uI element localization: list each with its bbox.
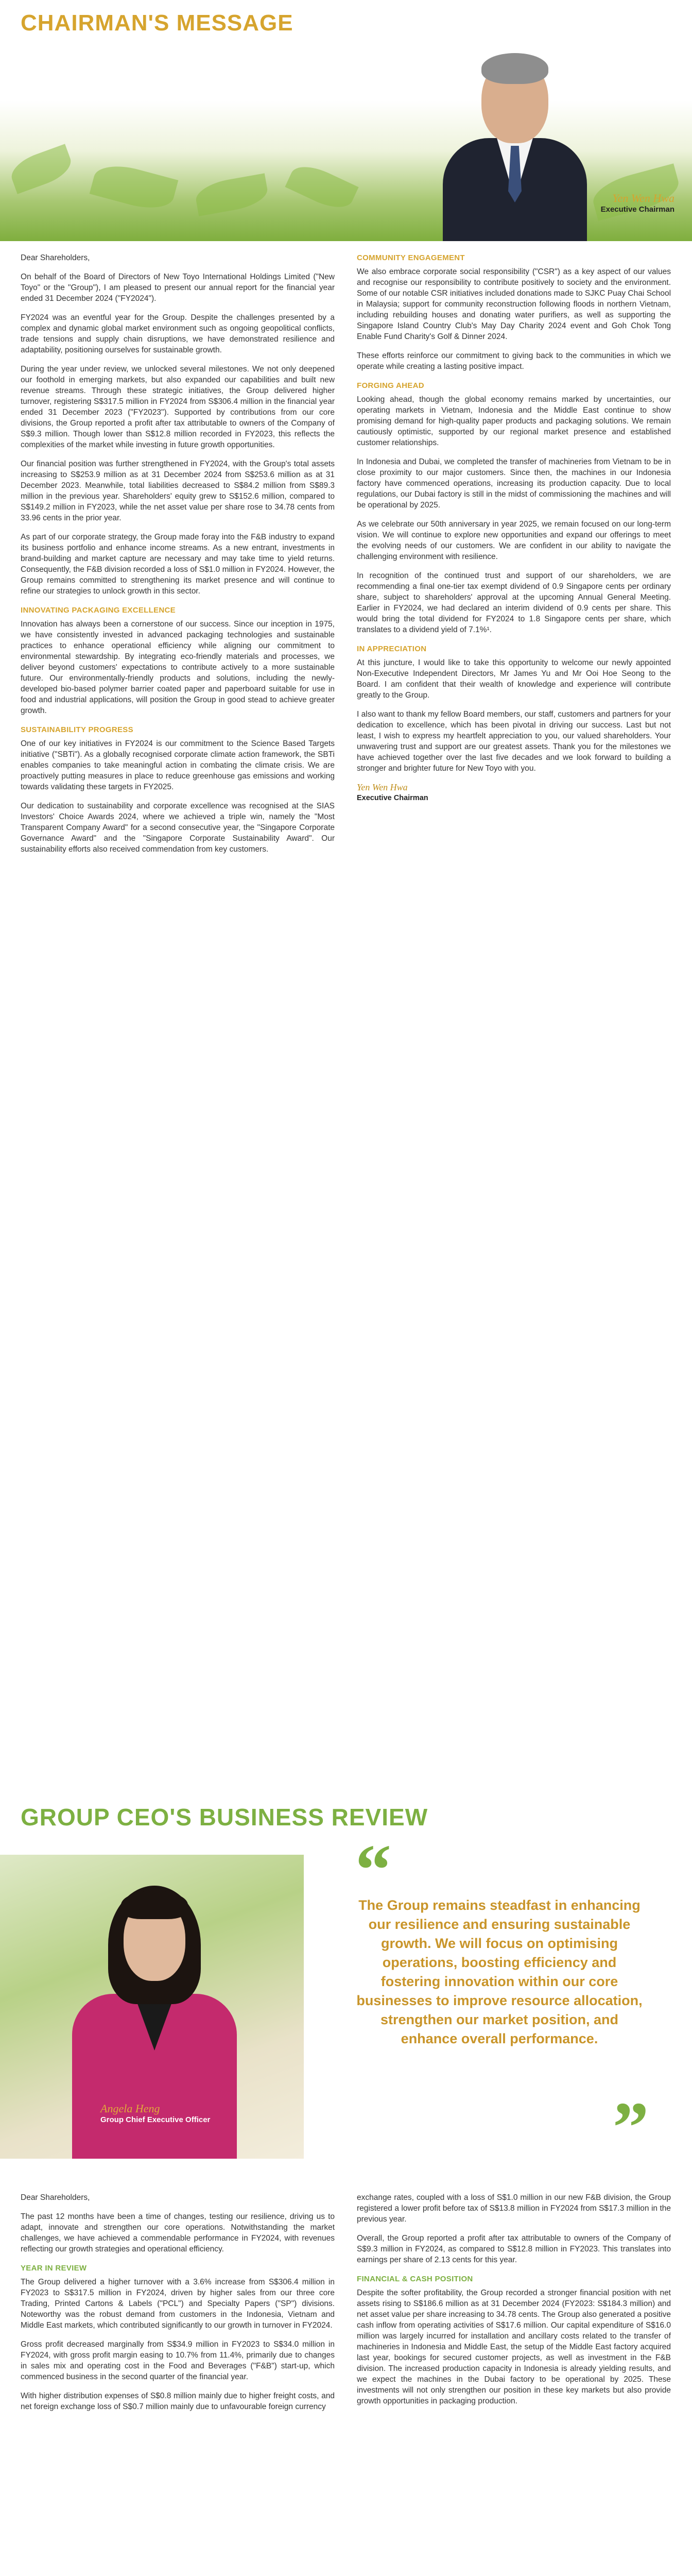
signature-role: Executive Chairman xyxy=(357,794,428,802)
paragraph: Our dedication to sustainability and corporate excellence was recognised at the SIAS Investors' Choice Awards 2024, where we achieved a triple win, namely the "Most Transparent Company Award" for a second consecutive year, the "Singapore Corporate Governance Award" and the "Singapore Corporate Sustainability Award". Our sustainability efforts also received commendation from key customers. xyxy=(21,802,335,854)
section-heading: IN APPRECIATION xyxy=(357,645,427,653)
paragraph: Our financial position was further strengthened in FY2024, with the Group's total assets increasing to S$253.9 million as at 31 December 2024 from S$253.6 million as at 31 December 2023. Meanwhile, total liabilities decreased to S$84.2 million from S$89.3 million in the previous year. Shareholders' equity grew to S$152.6 million, compared to S$149.2 million in FY2023, while the net asset value per share rose to 34.78 cents from 33.96 cents in the prior year. xyxy=(21,460,335,522)
paragraph: FY2024 was an eventful year for the Group. Despite the challenges presented by a complex and dynamic global market environment such as ongoing geopolitical conflicts, trade tensions and supply chain disruptions, we have demonstrated resilience and adaptability, positioning ourselves for sustainable growth. xyxy=(21,313,335,354)
chairman-photo-name: Yen Wen Hwa xyxy=(612,192,674,205)
paragraph: We also embrace corporate social responsibility ("CSR") as a key aspect of our values and recognise our responsibility to contribute positively to society and the environment. Some of our notable CSR initiatives included donations made to SJKC Puay Chai School in Malaysia; support for community reconstruction following floods in northern Vietnam, including rebuilding houses and donating water purifiers, as well as supporting the Singapore Island Country Club's May Day Charity 2024 event and Goh Chok Tong Enable Fund Charity's Golf & Dinner 2024. xyxy=(357,267,671,341)
paragraph: As we celebrate our 50th anniversary in year 2025, we remain focused on our long-term vision. We will continue to explore new opportunities and expand our offerings to meet the evolving needs of our customers. We are confident in our ability to navigate the challenging environment with resilience. xyxy=(357,520,671,561)
paragraph: Looking ahead, though the global economy remains marked by uncertainties, our operating markets in Vietnam, Indonesia and the Middle East continue to show promising demand for high-quality paper products and packaging solutions. We remain cautiously optimistic, supported by our regional market presence and established customer relationships. xyxy=(357,395,671,447)
section-heading: COMMUNITY ENGAGEMENT xyxy=(357,253,465,262)
paragraph: One of our key initiatives in FY2024 is our commitment to the Science Based Targets initiative ("SBTi"). As a globally recognised corporate climate action framework, the SBTi enables companies to take meaningful action in combating the climate crisis. We are proactively putting measures in place to reduce greenhouse gas emissions and working towards validating these targets in FY2025. xyxy=(21,739,335,791)
gceo-photo-role: Group Chief Executive Officer xyxy=(100,2115,211,2124)
section-heading: SUSTAINABILITY PROGRESS xyxy=(21,725,133,734)
gceo-photo-name: Angela Heng xyxy=(100,2102,160,2115)
paragraph: exchange rates, coupled with a loss of S$1.0 million in our new F&B division, the Group registered a lower profit before tax of S$13.8 million in FY2024 from S$17.3 million in the previous year. xyxy=(357,2193,671,2224)
section-heading: FORGING AHEAD xyxy=(357,381,424,390)
paragraph: Dear Shareholders, xyxy=(21,2193,90,2202)
paragraph: I also want to thank my fellow Board members, our staff, customers and partners for your dedication to excellence, which has been pivotal in driving our success. Last but not least, I wish to express my heartfelt appreciation to you, our valued shareholders. Your unwavering trust and support are our greatest assets. Thank you for the milestones we have achieved together over the last five decades and we look forward to building a stronger and brighter future for New Toyo with you. xyxy=(357,710,671,773)
paragraph: Overall, the Group reported a profit after tax attributable to owners of the Company of S$9.3 million in FY2024, as compared to S$12.8 million in FY2023. This translates into earnings per share of 2.13 cents for this year. xyxy=(357,2234,671,2264)
paragraph: Gross profit decreased marginally from S$34.9 million in FY2023 to S$34.0 million in FY2024, with gross profit margin easing to 10.7% from 11.4%, primarily due to changes in sales mix and operating cost in the Food and Beverages ("F&B") start-up, which commenced business in the second quarter of the financial year. xyxy=(21,2340,335,2381)
gceo-right-column xyxy=(357,2192,671,2415)
open-quote-icon: “ xyxy=(355,1830,391,1910)
section-heading: FINANCIAL & CASH POSITION xyxy=(357,2275,473,2283)
chairman-photo-role: Executive Chairman xyxy=(600,205,674,214)
paragraph: As part of our corporate strategy, the Group made foray into the F&B industry to expand its business portfolio and enhance income streams. As a new entrant, investments in brand-building and market capture are necessary and may take time to yield returns. Consequently, the F&B division recorded a loss of S$1.0 million in FY2024. However, the Group remains committed to strengthening its market presence and will continue to refine our strategies to unlock growth in this sector. xyxy=(21,533,335,596)
gceo-pull-quote: The Group remains steadfast in enhancing our resilience and ensuring sustainable growth. We will focus on optimising operations, boosting efficiency and fostering innovation within our core businesses to improve resource allocation, strengthen our market position, and enhance overall performance. xyxy=(356,1897,643,2046)
signature-name: Yen Wen Hwa xyxy=(357,782,408,792)
paragraph: In Indonesia and Dubai, we completed the transfer of machineries from Vietnam to be in close proximity to our major customers. Since then, the machines in our Indonesia factory have commenced operations, increasing its production capacity. Due to local regulations, our Dubai factory is still in the midst of commissioning the machines and will be operational by 2025. xyxy=(357,457,671,510)
paragraph: The Group delivered a higher turnover with a 3.6% increase from S$306.4 million in FY2023 to S$317.5 million in FY2024, driven by higher sales from our three core Trading, Printed Cartons & Labels ("PCL") and Specialty Papers ("SP") divisions. Noteworthy was the robust demand from customers in the Indonesia, Vietnam and Middle East markets, which contributed significantly to our growth in turnover in FY2024. xyxy=(21,2278,335,2330)
paragraph: With higher distribution expenses of S$0.8 million mainly due to higher freight costs, and net foreign exchange loss of S$0.7 million mainly due to unfavourable foreign currency xyxy=(21,2392,335,2411)
chairman-left-column xyxy=(21,252,335,863)
paragraph: During the year under review, we unlocked several milestones. We not only deepened our foothold in emerging markets, but also expanded our capabilities and built new revenue streams. Through these strategic initiatives, the Group delivered higher turnover, registering S$317.5 million in FY2024 from S$306.4 million in the financial year ended 31 December 2023 ("FY2023"). Supported by contributions from our core divisions, the Group reported a profit after tax attributable to owners of the Company of S$9.3 million. Though lower than S$12.8 million recorded in FY2023, this reflects the complexities of the market while investing in future growth opportunities. xyxy=(21,365,335,449)
section-heading: INNOVATING PACKAGING EXCELLENCE xyxy=(21,606,176,615)
gceo-portrait xyxy=(0,1855,304,2159)
chairman-photo-caption xyxy=(530,192,674,214)
gceo-title: GROUP CEO'S BUSINESS REVIEW xyxy=(21,1804,428,1831)
paragraph: Despite the softer profitability, the Group recorded a stronger financial position with net assets rising to S$186.6 million as at 31 December 2024 (FY2023: S$184.3 million) and net asset value per share increasing to 34.78 cents. The Group also generated a positive cash inflow from operating activities of S$17.6 million. Our capital expenditure of S$16.0 million was largely incurred for installation and ancillary costs related to the transfer of machineries in Indonesia and Middle East, the setup of the Middle East factory acquired last year, bookings for secured customer projects, as well as investment in the F&B division. The increased production capacity in Indonesia is already yielding results, and we expect the machines in the Dubai factory to be operational by 2025. These investments will not only strengthen our position in these key markets but also provide growth opportunities in packaging production. xyxy=(357,2289,671,2405)
paragraph: Innovation has always been a cornerstone of our success. Since our inception in 1975, we have consistently invested in advanced packaging technologies and sustainable practices to enhance operational efficiency while aligning our commitment to environmental stewardship. By integrating eco-friendly materials and processes, we deliver beyond customers' expectations to contribute actively to a more sustainable future. Our environmentally-friendly products and solutions, including the newly-developed bio-based polymer barrier coated paper and paperboard suitable for use in food and industrial applications, will position the Group in good stead to achieve greater growth. xyxy=(21,620,335,715)
close-quote-icon: ” xyxy=(613,2088,649,2167)
paragraph: At this juncture, I would like to take this opportunity to welcome our newly appointed Non-Executive Independent Directors, Mr James Yu and Mr Ooi Hoe Seong to the Board. I am confident that their wealth of knowledge and experience will contribute greatly to the Group. xyxy=(357,658,671,700)
chairman-right-column xyxy=(357,248,671,804)
paragraph: On behalf of the Board of Directors of New Toyo International Holdings Limited ("New Toyo" or the "Group"), I am pleased to present our annual report for the financial year ended 31 December 2024 ("FY2024"). xyxy=(21,273,335,303)
paragraph: Dear Shareholders, xyxy=(21,253,90,262)
gceo-left-column xyxy=(21,2192,335,2420)
paragraph: These efforts reinforce our commitment to giving back to the communities in which we operate while creating a lasting positive impact. xyxy=(357,351,671,371)
section-heading: YEAR IN REVIEW xyxy=(21,2264,87,2273)
chairman-title: CHAIRMAN'S MESSAGE xyxy=(21,10,293,36)
paragraph: In recognition of the continued trust and support of our shareholders, we are recommending a final one-tier tax exempt dividend of 0.9 Singapore cents per ordinary share, subject to shareholders' approval at the upcoming Annual General Meeting. Earlier in FY2024, we had declared an interim dividend of 0.9 cents per share. This would bring the total dividend for FY2024 to 1.8 Singapore cents per share, which translates to a dividend yield of 7.1%¹. xyxy=(357,571,671,634)
paragraph: The past 12 months have been a time of changes, testing our resilience, driving us to adapt, innovate and strengthen our core operations. Notwithstanding the market challenges, we have achieved a commendable performance in FY2024, with revenues reflecting our growth strategies and operational efficiency. xyxy=(21,2212,335,2253)
